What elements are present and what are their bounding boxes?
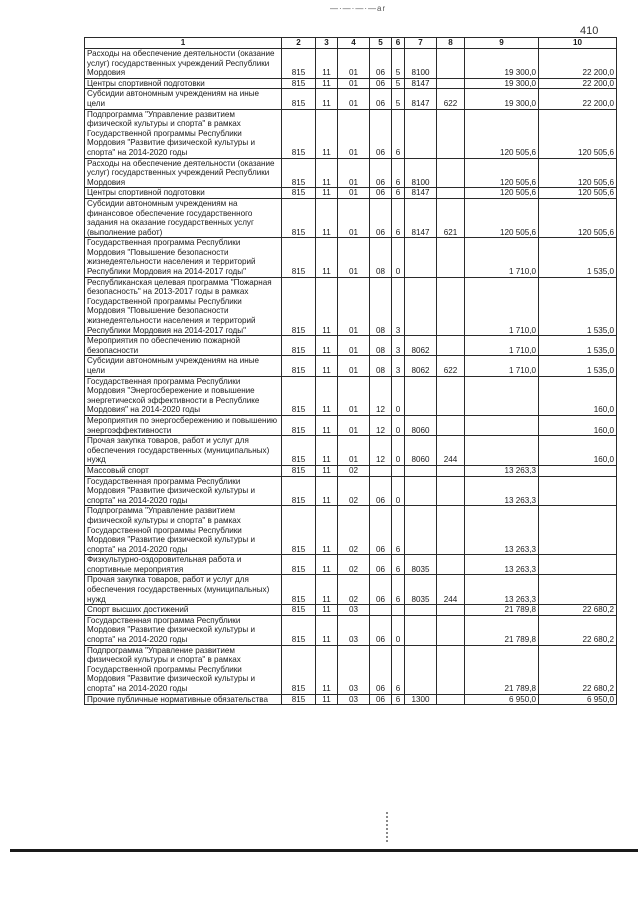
row-cell-c4: 01: [338, 277, 370, 336]
row-cell-c9: 13 263,3: [465, 575, 539, 605]
table-row: [85, 555, 617, 575]
row-cell-c10: 120 505,6: [539, 109, 617, 158]
row-cell-c9: 13 263,3: [465, 476, 539, 506]
table-row: [85, 436, 617, 466]
row-cell-c9: 21 789,8: [465, 615, 539, 645]
row-cell-c4: 01: [338, 188, 370, 199]
row-cell-c10: 22 680,2: [539, 605, 617, 616]
row-cell-c8: [437, 49, 465, 79]
row-cell-c2: 815: [282, 575, 316, 605]
row-cell-c8: [437, 277, 465, 336]
row-cell-c6: 0: [392, 476, 405, 506]
row-cell-c7: [405, 615, 437, 645]
row-cell-c10: 160,0: [539, 436, 617, 466]
row-cell-c3: 11: [316, 109, 338, 158]
row-cell-c9: 120 505,6: [465, 188, 539, 199]
header-row: [85, 38, 617, 49]
row-cell-c9: 13 263,3: [465, 506, 539, 555]
table-row: [85, 645, 617, 694]
row-cell-c5: 06: [370, 78, 392, 89]
row-cell-c5: 06: [370, 158, 392, 188]
row-cell-c2: 815: [282, 89, 316, 109]
row-cell-c4: 03: [338, 645, 370, 694]
row-cell-c10: [539, 465, 617, 476]
row-cell-c5: 12: [370, 415, 392, 435]
row-cell-c5: 06: [370, 694, 392, 705]
row-cell-c7: 8060: [405, 415, 437, 435]
row-cell-c10: [539, 476, 617, 506]
table-row: [85, 158, 617, 188]
row-label: Расходы на обеспечение деятельности (оказание услуг) государственных учреждений Республики Мордовия: [85, 158, 282, 188]
row-cell-c8: 244: [437, 436, 465, 466]
row-label: Центры спортивной подготовки: [85, 188, 282, 199]
row-cell-c10: 1 535,0: [539, 356, 617, 376]
row-cell-c6: 0: [392, 376, 405, 415]
row-cell-c2: 815: [282, 109, 316, 158]
row-cell-c7: 1300: [405, 694, 437, 705]
row-cell-c8: [437, 615, 465, 645]
row-cell-c4: 01: [338, 89, 370, 109]
table-row: [85, 415, 617, 435]
row-cell-c8: [437, 376, 465, 415]
row-cell-c8: [437, 109, 465, 158]
row-cell-c2: 815: [282, 694, 316, 705]
column-header: 6: [392, 38, 405, 49]
row-cell-c4: 01: [338, 109, 370, 158]
row-cell-c4: 01: [338, 415, 370, 435]
row-cell-c8: [437, 238, 465, 277]
row-cell-c6: 6: [392, 158, 405, 188]
row-cell-c10: 120 505,6: [539, 198, 617, 237]
table-row: [85, 188, 617, 199]
row-label: Подпрограмма "Управление развитием физической культуры и спорта" в рамках Государственной программы Республики Мордовия "Развитие физической культуры и спорта" на 2014-2020 годы: [85, 109, 282, 158]
column-header: 1: [85, 38, 282, 49]
row-cell-c2: 815: [282, 465, 316, 476]
row-cell-c5: [370, 605, 392, 616]
row-cell-c4: 01: [338, 238, 370, 277]
row-cell-c10: 22 200,0: [539, 89, 617, 109]
row-cell-c9: 19 300,0: [465, 49, 539, 79]
row-cell-c3: 11: [316, 356, 338, 376]
table-row: [85, 506, 617, 555]
table-row: [85, 238, 617, 277]
row-cell-c5: [370, 465, 392, 476]
row-cell-c4: 01: [338, 158, 370, 188]
row-cell-c8: [437, 694, 465, 705]
row-label: Государственная программа Республики Мордовия "Энергосбережение и повышение энергетической эффективности в Республике Мордовия" на 2014-2020 годы: [85, 376, 282, 415]
row-cell-c2: 815: [282, 198, 316, 237]
row-cell-c3: 11: [316, 605, 338, 616]
row-cell-c9: 120 505,6: [465, 198, 539, 237]
row-cell-c3: 11: [316, 277, 338, 336]
table-row: [85, 78, 617, 89]
row-label: Субсидии автономным учреждениям на финансовое обеспечение государственного задания на оказание государственных услуг (выполнение работ): [85, 198, 282, 237]
row-label: Центры спортивной подготовки: [85, 78, 282, 89]
row-cell-c6: 6: [392, 555, 405, 575]
row-cell-c9: 1 710,0: [465, 336, 539, 356]
row-cell-c3: 11: [316, 89, 338, 109]
row-cell-c7: [405, 238, 437, 277]
table-body: [85, 49, 617, 705]
row-cell-c9: [465, 415, 539, 435]
row-cell-c2: 815: [282, 615, 316, 645]
row-cell-c4: 02: [338, 555, 370, 575]
row-cell-c3: 11: [316, 615, 338, 645]
row-label: Государственная программа Республики Мордовия "Развитие физической культуры и спорта" на 2014-2020 годы: [85, 615, 282, 645]
row-cell-c6: 5: [392, 89, 405, 109]
row-cell-c6: 3: [392, 356, 405, 376]
row-cell-c6: 6: [392, 506, 405, 555]
row-cell-c10: 22 680,2: [539, 645, 617, 694]
row-cell-c2: 815: [282, 436, 316, 466]
row-cell-c5: 06: [370, 645, 392, 694]
row-cell-c5: 06: [370, 109, 392, 158]
row-cell-c10: 22 680,2: [539, 615, 617, 645]
binding-mark: [386, 812, 391, 842]
row-cell-c3: 11: [316, 376, 338, 415]
row-cell-c5: 06: [370, 476, 392, 506]
column-header: 10: [539, 38, 617, 49]
table-row: [85, 465, 617, 476]
row-cell-c7: 8147: [405, 198, 437, 237]
row-cell-c9: 120 505,6: [465, 158, 539, 188]
row-cell-c3: 11: [316, 555, 338, 575]
row-cell-c5: 06: [370, 89, 392, 109]
row-cell-c7: [405, 476, 437, 506]
row-cell-c7: 8147: [405, 89, 437, 109]
row-cell-c6: 0: [392, 238, 405, 277]
row-cell-c6: 5: [392, 49, 405, 79]
row-cell-c5: 06: [370, 506, 392, 555]
row-cell-c4: 01: [338, 376, 370, 415]
row-cell-c7: [405, 465, 437, 476]
table-row: [85, 277, 617, 336]
row-cell-c3: 11: [316, 198, 338, 237]
row-cell-c8: [437, 645, 465, 694]
table-row: [85, 694, 617, 705]
row-cell-c2: 815: [282, 49, 316, 79]
row-cell-c7: 8147: [405, 78, 437, 89]
row-cell-c8: [437, 415, 465, 435]
row-label: Прочие публичные нормативные обязательства: [85, 694, 282, 705]
row-cell-c10: 120 505,6: [539, 188, 617, 199]
table-row: [85, 336, 617, 356]
row-cell-c5: 06: [370, 615, 392, 645]
row-cell-c2: 815: [282, 188, 316, 199]
row-cell-c3: 11: [316, 575, 338, 605]
table-row: [85, 476, 617, 506]
row-cell-c6: 0: [392, 436, 405, 466]
row-cell-c10: 1 535,0: [539, 277, 617, 336]
row-cell-c6: 6: [392, 198, 405, 237]
table-row: [85, 376, 617, 415]
row-cell-c8: 622: [437, 89, 465, 109]
row-label: Государственная программа Республики Мордовия "Повышение безопасности жизнедеятельности населения и территорий Республики Мордовия на 2014-2017 годы": [85, 238, 282, 277]
row-cell-c4: 01: [338, 78, 370, 89]
row-cell-c3: 11: [316, 238, 338, 277]
row-cell-c7: [405, 109, 437, 158]
row-cell-c6: 0: [392, 615, 405, 645]
row-cell-c3: 11: [316, 158, 338, 188]
row-cell-c4: 01: [338, 198, 370, 237]
row-cell-c3: 11: [316, 506, 338, 555]
row-cell-c8: [437, 188, 465, 199]
column-header: 5: [370, 38, 392, 49]
row-cell-c8: [437, 78, 465, 89]
row-cell-c3: 11: [316, 436, 338, 466]
page-bottom-rule: [10, 849, 638, 852]
row-cell-c4: 03: [338, 605, 370, 616]
row-cell-c5: 06: [370, 575, 392, 605]
row-cell-c8: [437, 465, 465, 476]
row-cell-c10: [539, 506, 617, 555]
column-header: 8: [437, 38, 465, 49]
row-cell-c10: [539, 575, 617, 605]
table-row: [85, 356, 617, 376]
row-cell-c10: 1 535,0: [539, 336, 617, 356]
row-cell-c6: [392, 465, 405, 476]
row-cell-c7: [405, 605, 437, 616]
row-cell-c10: 22 200,0: [539, 78, 617, 89]
row-cell-c2: 815: [282, 605, 316, 616]
row-cell-c3: 11: [316, 645, 338, 694]
table-row: [85, 605, 617, 616]
row-cell-c9: 13 263,3: [465, 465, 539, 476]
row-cell-c3: 11: [316, 188, 338, 199]
row-cell-c4: 01: [338, 436, 370, 466]
row-cell-c3: 11: [316, 415, 338, 435]
row-cell-c4: 02: [338, 506, 370, 555]
row-cell-c8: [437, 336, 465, 356]
row-cell-c2: 815: [282, 356, 316, 376]
row-cell-c4: 03: [338, 615, 370, 645]
row-cell-c3: 11: [316, 336, 338, 356]
column-header: 2: [282, 38, 316, 49]
column-header: 3: [316, 38, 338, 49]
table-row: [85, 89, 617, 109]
row-cell-c6: 6: [392, 109, 405, 158]
row-cell-c5: 06: [370, 188, 392, 199]
row-cell-c4: 01: [338, 356, 370, 376]
row-cell-c7: 8100: [405, 158, 437, 188]
row-cell-c7: 8062: [405, 336, 437, 356]
row-cell-c5: 06: [370, 49, 392, 79]
row-cell-c5: 08: [370, 277, 392, 336]
column-header: 4: [338, 38, 370, 49]
row-label: Республиканская целевая программа "Пожарная безопасность" на 2013-2017 годы в рамках Государственной программы Республики Мордовия "Повышение безопасности жизнедеятельности населения и территорий Республики Мордовия на 2014-2017 годы": [85, 277, 282, 336]
row-cell-c3: 11: [316, 78, 338, 89]
row-cell-c7: 8147: [405, 188, 437, 199]
row-cell-c9: [465, 436, 539, 466]
row-cell-c9: 120 505,6: [465, 109, 539, 158]
row-cell-c2: 815: [282, 78, 316, 89]
row-cell-c9: 6 950,0: [465, 694, 539, 705]
row-cell-c6: [392, 605, 405, 616]
row-cell-c6: 3: [392, 336, 405, 356]
row-cell-c5: 08: [370, 238, 392, 277]
row-cell-c10: 1 535,0: [539, 238, 617, 277]
row-cell-c9: 1 710,0: [465, 277, 539, 336]
row-cell-c2: 815: [282, 158, 316, 188]
row-label: Спорт высших достижений: [85, 605, 282, 616]
page-number: 410: [580, 25, 599, 37]
row-cell-c2: 815: [282, 277, 316, 336]
row-cell-c7: [405, 506, 437, 555]
row-cell-c6: 6: [392, 645, 405, 694]
row-label: Субсидии автономным учреждениям на иные цели: [85, 89, 282, 109]
row-cell-c9: 1 710,0: [465, 238, 539, 277]
row-cell-c8: [437, 476, 465, 506]
row-cell-c8: 622: [437, 356, 465, 376]
row-cell-c9: 1 710,0: [465, 356, 539, 376]
row-cell-c9: 21 789,8: [465, 605, 539, 616]
row-cell-c6: 5: [392, 78, 405, 89]
row-cell-c4: 03: [338, 694, 370, 705]
row-cell-c5: 06: [370, 198, 392, 237]
row-cell-c2: 815: [282, 376, 316, 415]
row-cell-c10: 160,0: [539, 415, 617, 435]
row-cell-c2: 815: [282, 415, 316, 435]
row-label: Прочая закупка товаров, работ и услуг для обеспечения государственных (муниципальных) нужд: [85, 575, 282, 605]
row-cell-c5: 12: [370, 436, 392, 466]
row-cell-c10: 6 950,0: [539, 694, 617, 705]
row-cell-c5: 08: [370, 336, 392, 356]
row-cell-c8: 621: [437, 198, 465, 237]
row-label: Прочая закупка товаров, работ и услуг для обеспечения государственных (муниципальных) нужд: [85, 436, 282, 466]
table-row: [85, 109, 617, 158]
row-label: Подпрограмма "Управление развитием физической культуры и спорта" в рамках Государственной программы Республики Мордовия "Развитие физической культуры и спорта" на 2014-2020 годы: [85, 506, 282, 555]
table-row: [85, 575, 617, 605]
row-cell-c3: 11: [316, 476, 338, 506]
row-cell-c2: 815: [282, 506, 316, 555]
table-row: [85, 198, 617, 237]
row-label: Подпрограмма "Управление развитием физической культуры и спорта" в рамках Государственной программы Республики Мордовия "Развитие физической культуры и спорта" на 2014-2020 годы: [85, 645, 282, 694]
row-cell-c9: [465, 376, 539, 415]
row-label: Субсидии автономным учреждениям на иные цели: [85, 356, 282, 376]
row-cell-c4: 02: [338, 476, 370, 506]
row-cell-c4: 01: [338, 336, 370, 356]
row-cell-c5: 08: [370, 356, 392, 376]
row-cell-c3: 11: [316, 49, 338, 79]
row-label: Массовый спорт: [85, 465, 282, 476]
row-cell-c5: 12: [370, 376, 392, 415]
row-cell-c9: 19 300,0: [465, 78, 539, 89]
row-cell-c6: 6: [392, 188, 405, 199]
row-cell-c8: [437, 158, 465, 188]
row-cell-c7: [405, 277, 437, 336]
row-cell-c7: 8035: [405, 555, 437, 575]
row-cell-c7: 8100: [405, 49, 437, 79]
column-header: 7: [405, 38, 437, 49]
row-cell-c7: 8035: [405, 575, 437, 605]
row-cell-c2: 815: [282, 476, 316, 506]
row-cell-c3: 11: [316, 465, 338, 476]
row-cell-c6: 0: [392, 415, 405, 435]
row-cell-c10: [539, 555, 617, 575]
row-cell-c8: [437, 555, 465, 575]
table-row: [85, 615, 617, 645]
row-cell-c6: 6: [392, 575, 405, 605]
row-cell-c6: 3: [392, 277, 405, 336]
row-label: Физкультурно-оздоровительная работа и спортивные мероприятия: [85, 555, 282, 575]
row-cell-c7: 8060: [405, 436, 437, 466]
row-cell-c4: 02: [338, 575, 370, 605]
row-cell-c9: 21 789,8: [465, 645, 539, 694]
row-label: Мероприятия по энергосбережению и повышению энергоэффективности: [85, 415, 282, 435]
row-cell-c9: 19 300,0: [465, 89, 539, 109]
column-header: 9: [465, 38, 539, 49]
row-cell-c8: [437, 605, 465, 616]
row-label: Расходы на обеспечение деятельности (оказание услуг) государственных учреждений Республики Мордовия: [85, 49, 282, 79]
table-row: [85, 49, 617, 79]
row-cell-c5: 06: [370, 555, 392, 575]
row-cell-c4: 02: [338, 465, 370, 476]
row-cell-c3: 11: [316, 694, 338, 705]
row-cell-c2: 815: [282, 555, 316, 575]
row-label: Государственная программа Республики Мордовия "Развитие физической культуры и спорта" на 2014-2020 годы: [85, 476, 282, 506]
row-cell-c6: 6: [392, 694, 405, 705]
budget-table: [84, 37, 617, 705]
row-cell-c10: 160,0: [539, 376, 617, 415]
row-cell-c2: 815: [282, 336, 316, 356]
row-cell-c2: 815: [282, 238, 316, 277]
row-cell-c2: 815: [282, 645, 316, 694]
row-cell-c10: 120 505,6: [539, 158, 617, 188]
row-label: Мероприятия по обеспечению пожарной безопасности: [85, 336, 282, 356]
row-cell-c8: [437, 506, 465, 555]
scan-artifact: —·—·—·—ar: [330, 4, 387, 13]
row-cell-c7: [405, 645, 437, 694]
row-cell-c8: 244: [437, 575, 465, 605]
row-cell-c10: 22 200,0: [539, 49, 617, 79]
row-cell-c7: [405, 376, 437, 415]
row-cell-c9: 13 263,3: [465, 555, 539, 575]
row-cell-c7: 8062: [405, 356, 437, 376]
row-cell-c4: 01: [338, 49, 370, 79]
